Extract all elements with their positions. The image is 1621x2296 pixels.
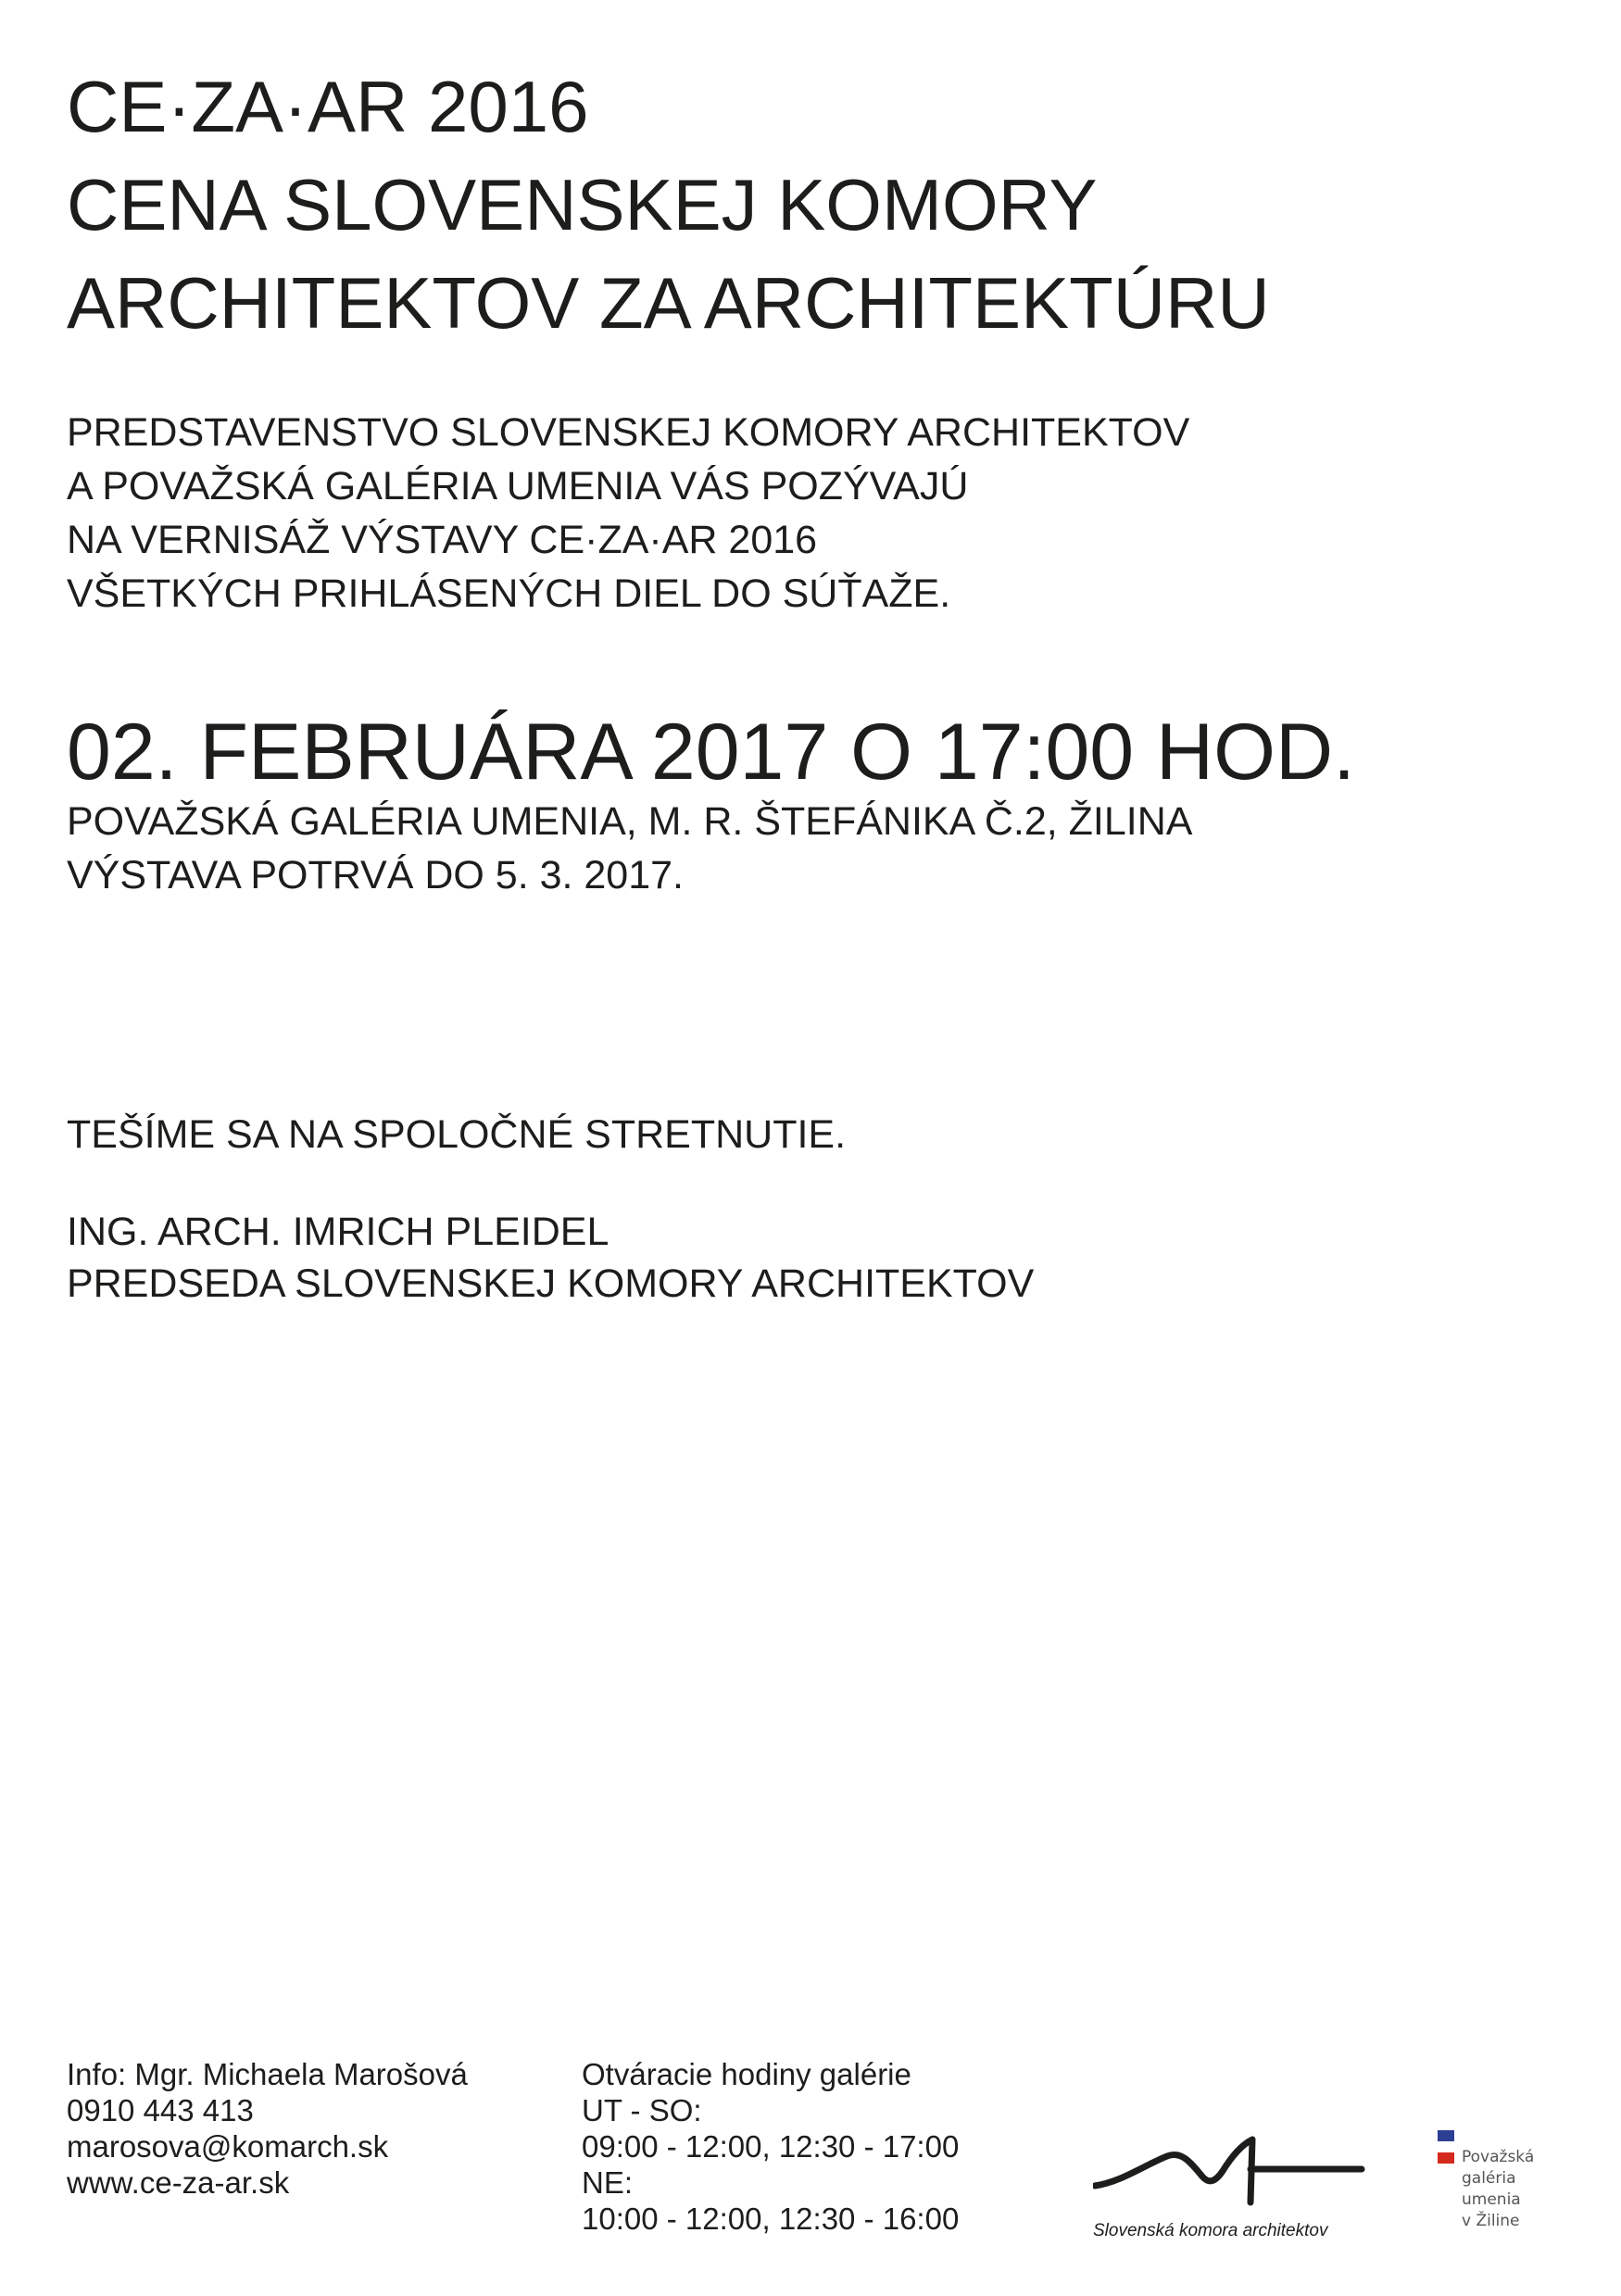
hours-sunday: 10:00 - 12:00, 12:30 - 16:00: [582, 2202, 960, 2236]
hours-heading: Otváracie hodiny galérie: [582, 2057, 911, 2091]
hours-weekday: 09:00 - 12:00, 12:30 - 17:00: [582, 2129, 960, 2164]
contact-website[interactable]: www.ce-za-ar.sk: [67, 2165, 290, 2200]
footer-opening-hours: [582, 2056, 959, 2237]
title-line-2: CENA SLOVENSKEJ KOMORY: [67, 164, 1098, 245]
greeting: TEŠÍME SA NA SPOLOČNÉ STRETNUTIE.: [67, 1112, 847, 1157]
pgu-line-3: umenia: [1462, 2190, 1521, 2209]
pgu-flag-blue-icon: [1438, 2130, 1454, 2141]
ska-logo-mark-icon: [1093, 2128, 1371, 2221]
pgu-line-1: Považská: [1462, 2148, 1535, 2166]
signature: [67, 1206, 1034, 1310]
intro-line-1: PREDSTAVENSTVO SLOVENSKEJ KOMORY ARCHITEKTOV: [67, 410, 1190, 455]
venue-address: POVAŽSKÁ GALÉRIA UMENIA, M. R. ŠTEFÁNIKA Č.2, ŽILINA: [67, 799, 1193, 844]
invitation-intro: [67, 406, 1189, 621]
pgu-flag-red-icon: [1438, 2152, 1454, 2164]
pgu-logo-text: [1462, 2147, 1534, 2232]
pgu-line-2: galéria: [1462, 2169, 1516, 2188]
intro-line-2: A POVAŽSKÁ GALÉRIA UMENIA VÁS POZÝVAJÚ: [67, 464, 969, 508]
footer-contact: [67, 2056, 468, 2201]
title-line-1: CE·ZA·AR 2016: [67, 66, 589, 147]
ska-logo: [1093, 2128, 1371, 2249]
signatory-name: ING. ARCH. IMRICH PLEIDEL: [67, 1210, 609, 1254]
pgu-line-4: v Žiline: [1462, 2212, 1520, 2230]
contact-phone: 0910 443 413: [67, 2093, 254, 2127]
intro-line-3: NA VERNISÁŽ VÝSTAVY CE·ZA·AR 2016: [67, 518, 818, 562]
event-venue: [67, 795, 1192, 902]
pgu-logo: [1438, 2130, 1558, 2251]
signatory-role: PREDSEDA SLOVENSKEJ KOMORY ARCHITEKTOV: [67, 1261, 1035, 1306]
hours-weekday-label: UT - SO:: [582, 2093, 702, 2127]
contact-person: Info: Mgr. Michaela Marošová: [67, 2057, 468, 2091]
invitation-title: [67, 57, 1270, 352]
title-line-3: ARCHITEKTOV ZA ARCHITEKTÚRU: [67, 262, 1270, 344]
exhibition-duration: VÝSTAVA POTRVÁ DO 5. 3. 2017.: [67, 853, 684, 897]
ska-logo-caption: Slovenská komora architektov: [1093, 2221, 1328, 2240]
contact-email[interactable]: marosova@komarch.sk: [67, 2129, 389, 2164]
intro-line-4: VŠETKÝCH PRIHLÁSENÝCH DIEL DO SÚŤAŽE.: [67, 571, 951, 616]
event-date: 02. FEBRUÁRA 2017 O 17:00 HOD.: [67, 708, 1355, 797]
hours-sunday-label: NE:: [582, 2165, 634, 2200]
